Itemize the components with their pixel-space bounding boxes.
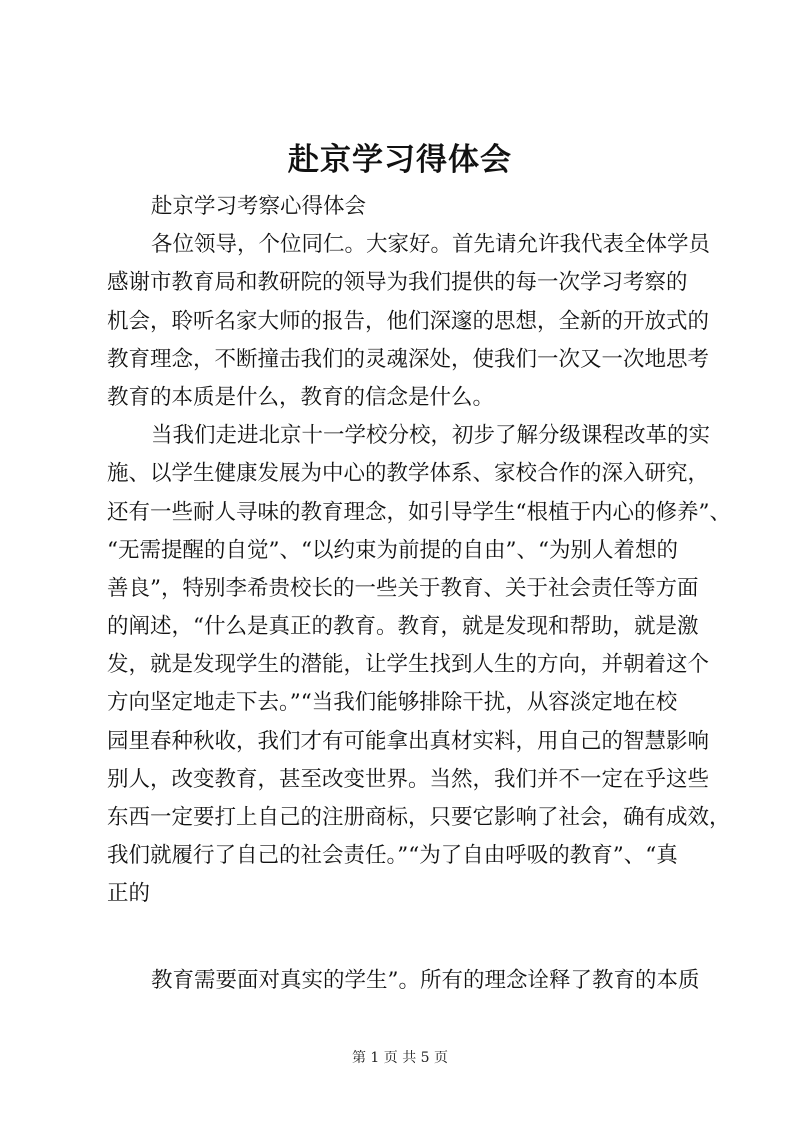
paragraph-gap <box>107 914 697 962</box>
paragraph-line: 方向坚定地走下去。”“当我们能够排除干扰，从容淡定地在校 <box>107 690 678 716</box>
paragraph-line: 当我们走进北京十一学校分校，初步了解分级课程改革的实 <box>151 423 711 449</box>
page-number-footer: 第 1 页 共 5 页 <box>351 1050 449 1066</box>
paragraph-line: 东西一定要打上自己的注册商标，只要它影响了社会，确有成效， <box>107 805 731 830</box>
paragraph-line: 正的 <box>107 881 151 907</box>
paragraph-line: 园里春种秋收，我们才有可能拿出真材实料，用自己的智慧影响 <box>107 728 710 754</box>
paragraph-line: 机会，聆听名家大师的报告，他们深邃的思想，全新的开放式的 <box>107 308 710 334</box>
paragraph-line: 感谢市教育局和教研院的领导为我们提供的每一次学习考察的 <box>107 270 688 296</box>
document-title: 赴京学习得体会 <box>288 142 512 178</box>
paragraph-line: 各位领导，个位同仁。大家好。首先请允许我代表全体学员 <box>151 232 711 258</box>
document-body <box>107 188 731 1000</box>
paragraph-line: 还有一些耐人寻味的教育理念，如引导学生“根植于内心的修养”、 <box>107 499 731 525</box>
paragraph-line: 教育理念，不断撞击我们的灵魂深处，使我们一次又一次地思考 <box>107 346 710 372</box>
paragraph-line: 教育需要面对真实的学生”。所有的理念诠释了教育的本质 <box>151 967 700 993</box>
paragraph-line: “无需提醒的自觉”、“以约束为前提的自由”、“为别人着想的 <box>107 537 678 563</box>
paragraph-line: 的阐述，“什么是真正的教育。教育，就是发现和帮助，就是激 <box>107 614 699 640</box>
paragraph-line: 发，就是发现学生的潜能，让学生找到人生的方向，并朝着这个 <box>107 652 710 678</box>
paragraph-line: 我们就履行了自己的社会责任。”“为了自由呼吸的教育”、“真 <box>107 843 678 869</box>
paragraph-line: 善良”，特别李希贵校长的一些关于教育、关于社会责任等方面 <box>107 575 699 601</box>
paragraph-line: 施、以学生健康发展为中心的教学体系、家校合作的深入研究， <box>107 461 710 487</box>
paragraph-line: 教育的本质是什么，教育的信念是什么。 <box>107 384 495 410</box>
subtitle-line: 赴京学习考察心得体会 <box>151 194 367 219</box>
paragraph-line: 别人，改变教育，甚至改变世界。当然，我们并不一定在乎这些 <box>107 766 710 792</box>
